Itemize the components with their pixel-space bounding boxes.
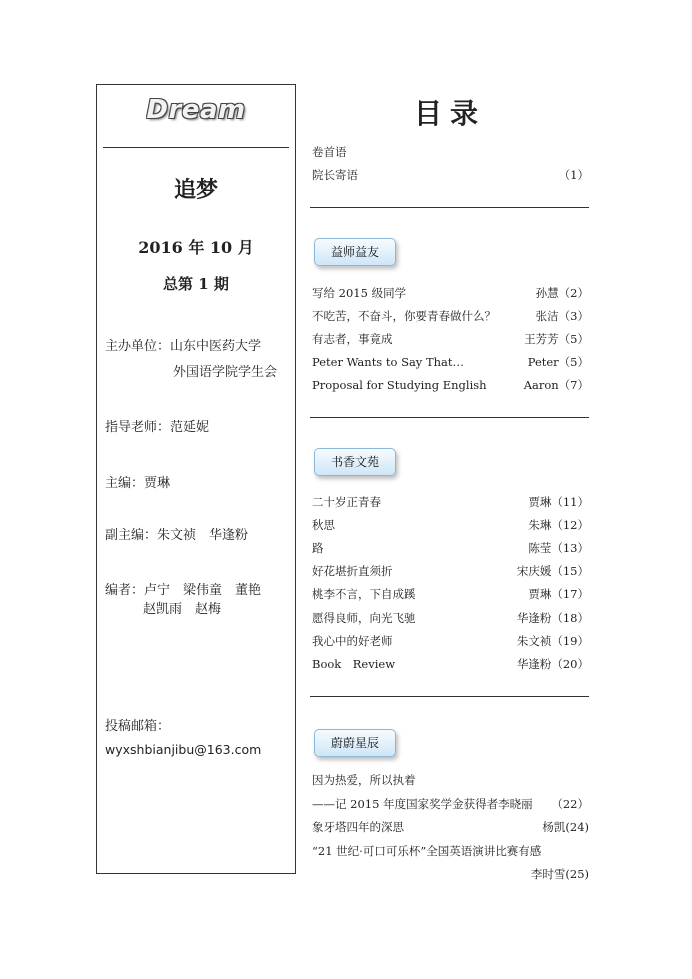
toc-row xyxy=(312,308,589,324)
toc-row xyxy=(312,610,589,626)
toc-row-title: 好花堪折直须折 xyxy=(312,564,393,578)
toc-row xyxy=(312,377,589,393)
toc-row-title: 桃李不言，下自成蹊 xyxy=(312,587,416,601)
dream-logo: Dream xyxy=(146,95,246,125)
toc-row xyxy=(312,819,589,835)
section-badge-shuxiang: 书香文苑 xyxy=(314,448,396,476)
masthead-divider xyxy=(103,147,289,148)
toc-row-author: 孙慧（2） xyxy=(535,286,589,300)
advisor: 指导老师：范延妮 xyxy=(105,420,210,435)
section-divider xyxy=(310,207,589,208)
toc-row xyxy=(312,540,589,556)
toc-row-author: 陈莹（13） xyxy=(528,541,589,555)
editors-line2: 赵凯雨 赵梅 xyxy=(143,602,222,617)
toc-row xyxy=(312,796,589,812)
section-divider xyxy=(310,417,589,418)
toc-row-author: Aaron（7） xyxy=(523,378,589,392)
toc-row-author: 华逢粉（20） xyxy=(516,657,589,671)
toc-row-author: （22） xyxy=(551,797,589,811)
toc-row-title: 秋思 xyxy=(312,518,335,532)
toc-row-title: “21 世纪·可口可乐杯”全国英语演讲比赛有感 xyxy=(312,844,542,858)
toc-row-title: 写给 2015 级同学 xyxy=(312,286,407,300)
toc-row xyxy=(312,656,589,672)
sponsor-line2: 外国语学院学生会 xyxy=(173,365,278,380)
toc-row-author: 朱文祯（19） xyxy=(516,634,589,648)
toc-row-title: 有志者，事竟成 xyxy=(312,332,393,346)
toc-row-title: 卷首语 xyxy=(312,145,347,159)
toc-row xyxy=(312,144,589,160)
toc-row xyxy=(312,866,589,882)
toc-row xyxy=(312,494,589,510)
section-divider xyxy=(310,696,589,697)
toc-row xyxy=(312,167,589,183)
toc-row-author: 张洁（3） xyxy=(535,309,589,323)
issue-number: 总第 1 期 xyxy=(163,275,229,293)
email-label: 投稿邮箱： xyxy=(105,719,171,734)
masthead-panel xyxy=(96,84,296,874)
toc-row-author: 宋庆媛（15） xyxy=(516,564,589,578)
toc-row-author: 朱琳（12） xyxy=(528,518,589,532)
toc-row-title: 二十岁正青春 xyxy=(312,495,381,509)
magazine-title: 追梦 xyxy=(173,177,218,203)
toc-row-title: 愿得良师，向光飞驰 xyxy=(312,611,416,625)
toc-row-title: Peter Wants to Say That… xyxy=(312,355,465,369)
toc-row-author: 李时雪(25) xyxy=(530,867,589,881)
toc-row-author: 贾琳（17） xyxy=(528,587,589,601)
chief-editor: 主编：贾琳 xyxy=(105,476,171,491)
toc-row-page: （1） xyxy=(558,168,589,182)
toc-row-title: Proposal for Studying English xyxy=(312,378,487,392)
deputy-editor: 副主编：朱文祯 华逢粉 xyxy=(105,528,249,543)
section-badge-yishi: 益师益友 xyxy=(314,238,396,266)
toc-row-title: ——记 2015 年度国家奖学金获得者李晓丽 xyxy=(312,797,533,811)
sponsor-label: 主办单位：山东中医药大学 xyxy=(105,339,262,354)
toc-row xyxy=(312,586,589,602)
toc-row xyxy=(312,331,589,347)
toc-row-author: Peter（5） xyxy=(527,355,589,369)
toc-row-author: 华逢粉（18） xyxy=(516,611,589,625)
toc-row-title: 我心中的好老师 xyxy=(312,634,393,648)
toc-row xyxy=(312,633,589,649)
toc-title: 目录 xyxy=(413,97,486,130)
toc-row-title: 不吃苦，不奋斗，你要青春做什么？ xyxy=(312,309,496,323)
toc-row xyxy=(312,285,589,301)
toc-row-title: 路 xyxy=(312,541,324,555)
editors-line1: 编者：卢宁 梁伟童 董艳 xyxy=(105,583,262,598)
toc-row xyxy=(312,354,589,370)
toc-row-author: 贾琳（11） xyxy=(528,495,589,509)
section-badge-weiwei: 蔚蔚星辰 xyxy=(314,729,396,757)
toc-row-title: 象牙塔四年的深思 xyxy=(312,820,404,834)
toc-row-title: 因为热爱，所以执着 xyxy=(312,773,416,787)
toc-row xyxy=(312,517,589,533)
toc-row-title: Book Review xyxy=(312,657,396,671)
toc-row xyxy=(312,563,589,579)
toc-row-title: 院长寄语 xyxy=(312,168,358,182)
email-address: wyxshbianjibu@163.com xyxy=(105,742,262,757)
toc-row-author: 杨凯(24) xyxy=(542,820,589,834)
toc-row-author: 王芳芳（5） xyxy=(524,332,589,346)
issue-date: 2016 年 10 月 xyxy=(138,238,254,257)
